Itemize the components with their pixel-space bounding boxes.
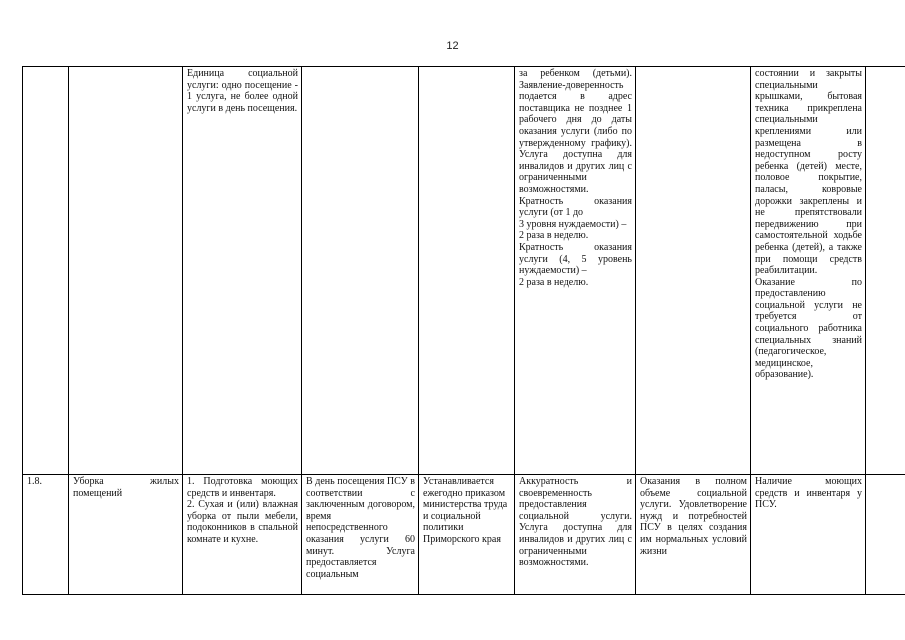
services-table — [22, 66, 905, 595]
conditions-text: состоянии и закрыты специальными крышками, бытовая техника прикреплена специальными креплениями или размещена в недоступном росту ребенка (детей) месте, половое покрытие, паласы, ковровые дорожки закреплены и не препятствовали передвижению при самостоятельной ходьбе ребенка (детей), а также при помощи средств реабилитации. — [755, 68, 862, 277]
cell-procedure — [515, 67, 636, 475]
description-item: 2. Сухая и (или) влажная уборка от пыли мебели, подоконников в спальной комнате и кухне. — [187, 499, 298, 545]
cell-number: 1.8. — [23, 475, 69, 595]
description-item: 1. Подготовка моющих средств и инвентаря. — [187, 476, 298, 499]
cell-empty — [866, 67, 905, 475]
cell-conditions — [751, 67, 866, 475]
cell-description — [183, 475, 302, 595]
cell-result — [636, 67, 751, 475]
frequency-line: Кратность оказания услуги (от 1 до — [519, 195, 632, 219]
page-number: 12 — [446, 40, 459, 52]
cell-number — [23, 67, 69, 475]
table-row — [23, 475, 905, 595]
frequency-line: Кратность оказания услуги (4, 5 уровень нуждаемости) – — [519, 241, 632, 277]
cell-tariff — [419, 67, 515, 475]
cell-term: В день посещения ПСУ в соответствии с заключенным договором, время непосредственного оказания услуги 60 минут. Услуга предоставляется социальным — [302, 475, 419, 595]
cell-service-name — [69, 67, 183, 475]
cell-service-name: Уборка жилых помещений — [69, 475, 183, 595]
frequency-line: 3 уровня нуждаемости) – — [519, 218, 627, 230]
cell-tariff: Устанавливается ежегодно приказом министерства труда и социальной политики Приморского края — [419, 475, 515, 595]
cell-procedure: Аккуратность и своевременность предоставления социальной услуги. Услуга доступна для инвалидов и других лиц с ограниченными возможностями. — [515, 475, 636, 595]
cell-conditions: Наличие моющих средств и инвентаря у ПСУ. — [751, 475, 866, 595]
frequency-line: 2 раза в неделю. — [519, 230, 589, 242]
cell-term — [302, 67, 419, 475]
conditions-extra: Оказание по предоставлению социальной услуги не требуется от социального работника специальных знаний (педагогическое, медицинское, образование). — [755, 276, 862, 381]
table-row — [23, 67, 905, 475]
frequency-line: 2 раза в неделю. — [519, 276, 589, 288]
procedure-text: за ребенком (детьми). Заявление-доверенность подается в адрес поставщика не позднее 1 рабочего дня до даты оказания услуги (либо по утвержденному графику). Услуга доступна для инвалидов и других лиц с ограниченными возможностями. — [519, 68, 632, 195]
cell-description: Единица социальной услуги: одно посещение - 1 услуга, не более одной услуги в день посещения. — [183, 67, 302, 475]
cell-empty — [866, 475, 905, 595]
cell-result: Оказания в полном объеме социальной услуги. Удовлетворение нужд и потребностей ПСУ в целях создания им нормальных условий жизни — [636, 475, 751, 595]
